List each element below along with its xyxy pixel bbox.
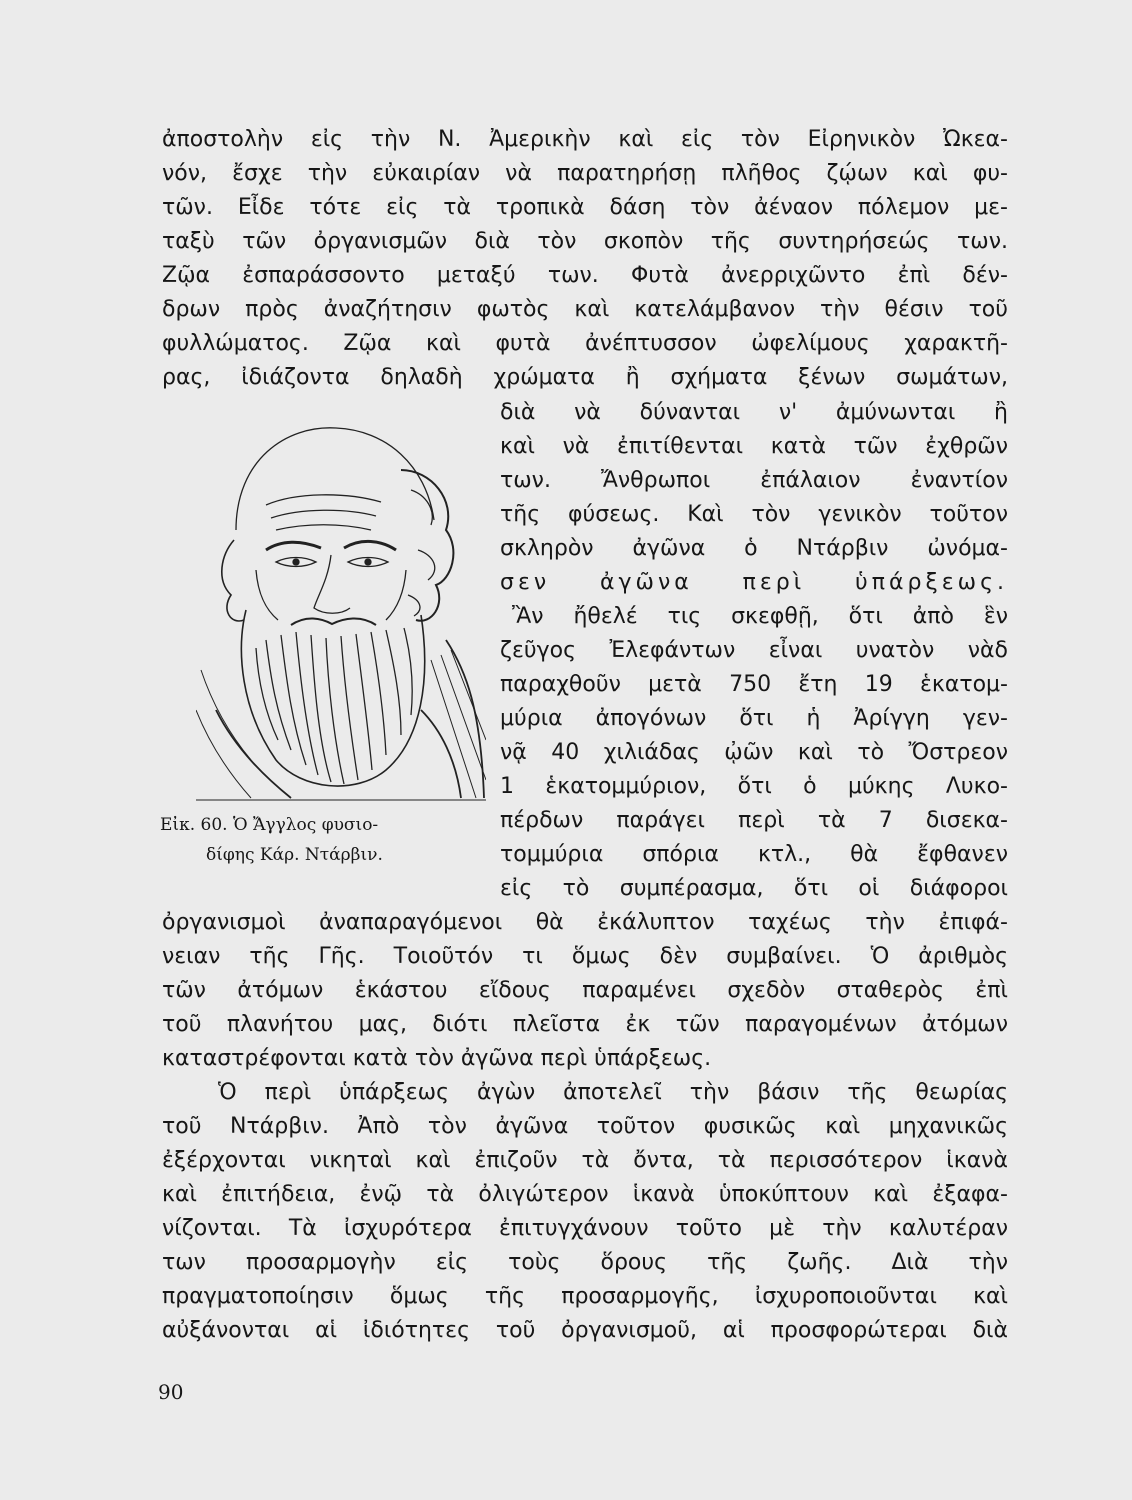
text-line: σκληρὸν ἀγῶνα ὁ Ντάρβιν ὠνόμα- xyxy=(500,536,1008,561)
text-line: των. Ἄνθρωποι ἐπάλαιον ἐναντίον xyxy=(500,468,1008,493)
text-line: πέρδων παράγει περὶ τὰ 7 δισεκα- xyxy=(500,808,1008,833)
text-line: φυλλώματος. Ζῷα καὶ φυτὰ ἀνέπτυσσον ὠφελίμους χαρακτῆ- xyxy=(162,331,1008,356)
text-line: 1 ἑκατομμύριον, ὅτι ὁ μύκης Λυκο- xyxy=(500,774,1008,799)
text-line: Ἂν ἤθελέ τις σκεφθῇ, ὅτι ἀπὸ ἓν xyxy=(512,604,1008,629)
text-line: νειαν τῆς Γῆς. Τοιοῦτόν τι ὅμως δὲν συμβαίνει. Ὁ ἀριθμὸς xyxy=(162,944,1008,969)
text-line: εἰς τὸ συμπέρασμα, ὅτι οἱ διάφοροι xyxy=(500,876,1008,901)
text-line: αὐξάνονται αἱ ἰδιότητες τοῦ ὀργανισμοῦ, αἱ προσφορώτεραι διὰ xyxy=(162,1318,1008,1343)
text-line: ὀργανισμοὶ ἀναπαραγόμενοι θὰ ἐκάλυπτον ταχέως τὴν ἐπιφά- xyxy=(162,910,1008,935)
text-line: τῶν ἀτόμων ἑκάστου εἴδους παραμένει σχεδὸν σταθερὸς ἐπὶ xyxy=(162,978,1008,1003)
caption-line: Εἰκ. 60. Ὁ Ἄγγλος φυσιο- xyxy=(160,815,379,835)
text-line: πραγματοποίησιν ὅμως τῆς προσαρμογῆς, ἰσχυροποιοῦνται καὶ xyxy=(162,1284,1008,1309)
text-line: τῆς φύσεως. Καὶ τὸν γενικὸν τοῦτον xyxy=(500,502,1008,527)
text-line: τῶν. Εἶδε τότε εἰς τὰ τροπικὰ δάση τὸν ἀέναον πόλεμον με- xyxy=(162,195,1008,220)
text-line: καὶ νὰ ἐπιτίθενται κατὰ τῶν ἐχθρῶν xyxy=(500,434,1008,459)
text-line: τοῦ Ντάρβιν. Ἀπὸ τὸν ἀγῶνα τοῦτον φυσικῶς καὶ μηχανικῶς xyxy=(162,1114,1008,1139)
text-line: δρων πρὸς ἀναζήτησιν φωτὸς καὶ κατελάμβανον τὴν θέσιν τοῦ xyxy=(162,297,1008,322)
text-line: παραχθοῦν μετὰ 750 ἔτη 19 ἑκατομ- xyxy=(500,672,1008,697)
text-line: ταξὺ τῶν ὀργανισμῶν διὰ τὸν σκοπὸν τῆς συντηρήσεώς των. xyxy=(162,229,1008,254)
text-line: των προσαρμογὴν εἰς τοὺς ὅρους τῆς ζωῆς. Διὰ τὴν xyxy=(162,1250,1008,1275)
text-line: νόν, ἔσχε τὴν εὐκαιρίαν νὰ παρατηρήσῃ πλῆθος ζῴων καὶ φυ- xyxy=(162,161,1008,186)
text-line-emphasis: σεν ἀγῶνα περὶ ὑπάρξεως. xyxy=(500,570,1008,595)
text-line: Ζῷα ἐσπαράσσοντο μεταξύ των. Φυτὰ ἀνερριχῶντο ἐπὶ δέν- xyxy=(162,263,1008,288)
text-line: ἐξέρχονται νικηταὶ καὶ ἐπιζοῦν τὰ ὄντα, τὰ περισσότερον ἱκανὰ xyxy=(162,1148,1008,1173)
text-line: νᾷ 40 χιλιάδας ᾠῶν καὶ τὸ Ὄστρεον xyxy=(500,740,1008,765)
text-line: καὶ ἐπιτήδεια, ἐνῷ τὰ ὀλιγώτερον ἱκανὰ ὑποκύπτουν καὶ ἐξαφα- xyxy=(162,1182,1008,1207)
text-line: Ὁ περὶ ὑπάρξεως ἀγὼν ἀποτελεῖ τὴν βάσιν τῆς θεωρίας xyxy=(218,1080,1008,1105)
darwin-portrait-illustration xyxy=(196,410,486,802)
text-line: καταστρέφονται κατὰ τὸν ἀγῶνα περὶ ὑπάρξεως. xyxy=(162,1046,712,1071)
text-line: ἀποστολὴν εἰς τὴν Ν. Ἀμερικὴν καὶ εἰς τὸν Εἰρηνικὸν Ὠκεα- xyxy=(162,127,1008,152)
text-line: μύρια ἀπογόνων ὅτι ἡ Ἀρίγγη γεν- xyxy=(500,706,1008,731)
caption-line: δίφης Κάρ. Ντάρβιν. xyxy=(206,845,383,865)
text-line: διὰ νὰ δύνανται ν' ἀμύνωνται ἢ xyxy=(500,400,1008,425)
text-line: νίζονται. Τὰ ἰσχυρότερα ἐπιτυγχάνουν τοῦτο μὲ τὴν καλυτέραν xyxy=(162,1216,1008,1241)
text-line: τοῦ πλανήτου μας, διότι πλεῖστα ἐκ τῶν παραγομένων ἀτόμων xyxy=(162,1012,1008,1037)
text-line: τομμύρια σπόρια κτλ., θὰ ἔφθανεν xyxy=(500,842,1008,867)
page-number: 90 xyxy=(158,1380,184,1404)
text-line: ρας, ἰδιάζοντα δηλαδὴ χρώματα ἢ σχήματα ξένων σωμάτων, xyxy=(162,365,1008,390)
text-line: ζεῦγος Ἐλεφάντων εἶναι υνατὸν νὰδ xyxy=(500,638,1008,663)
